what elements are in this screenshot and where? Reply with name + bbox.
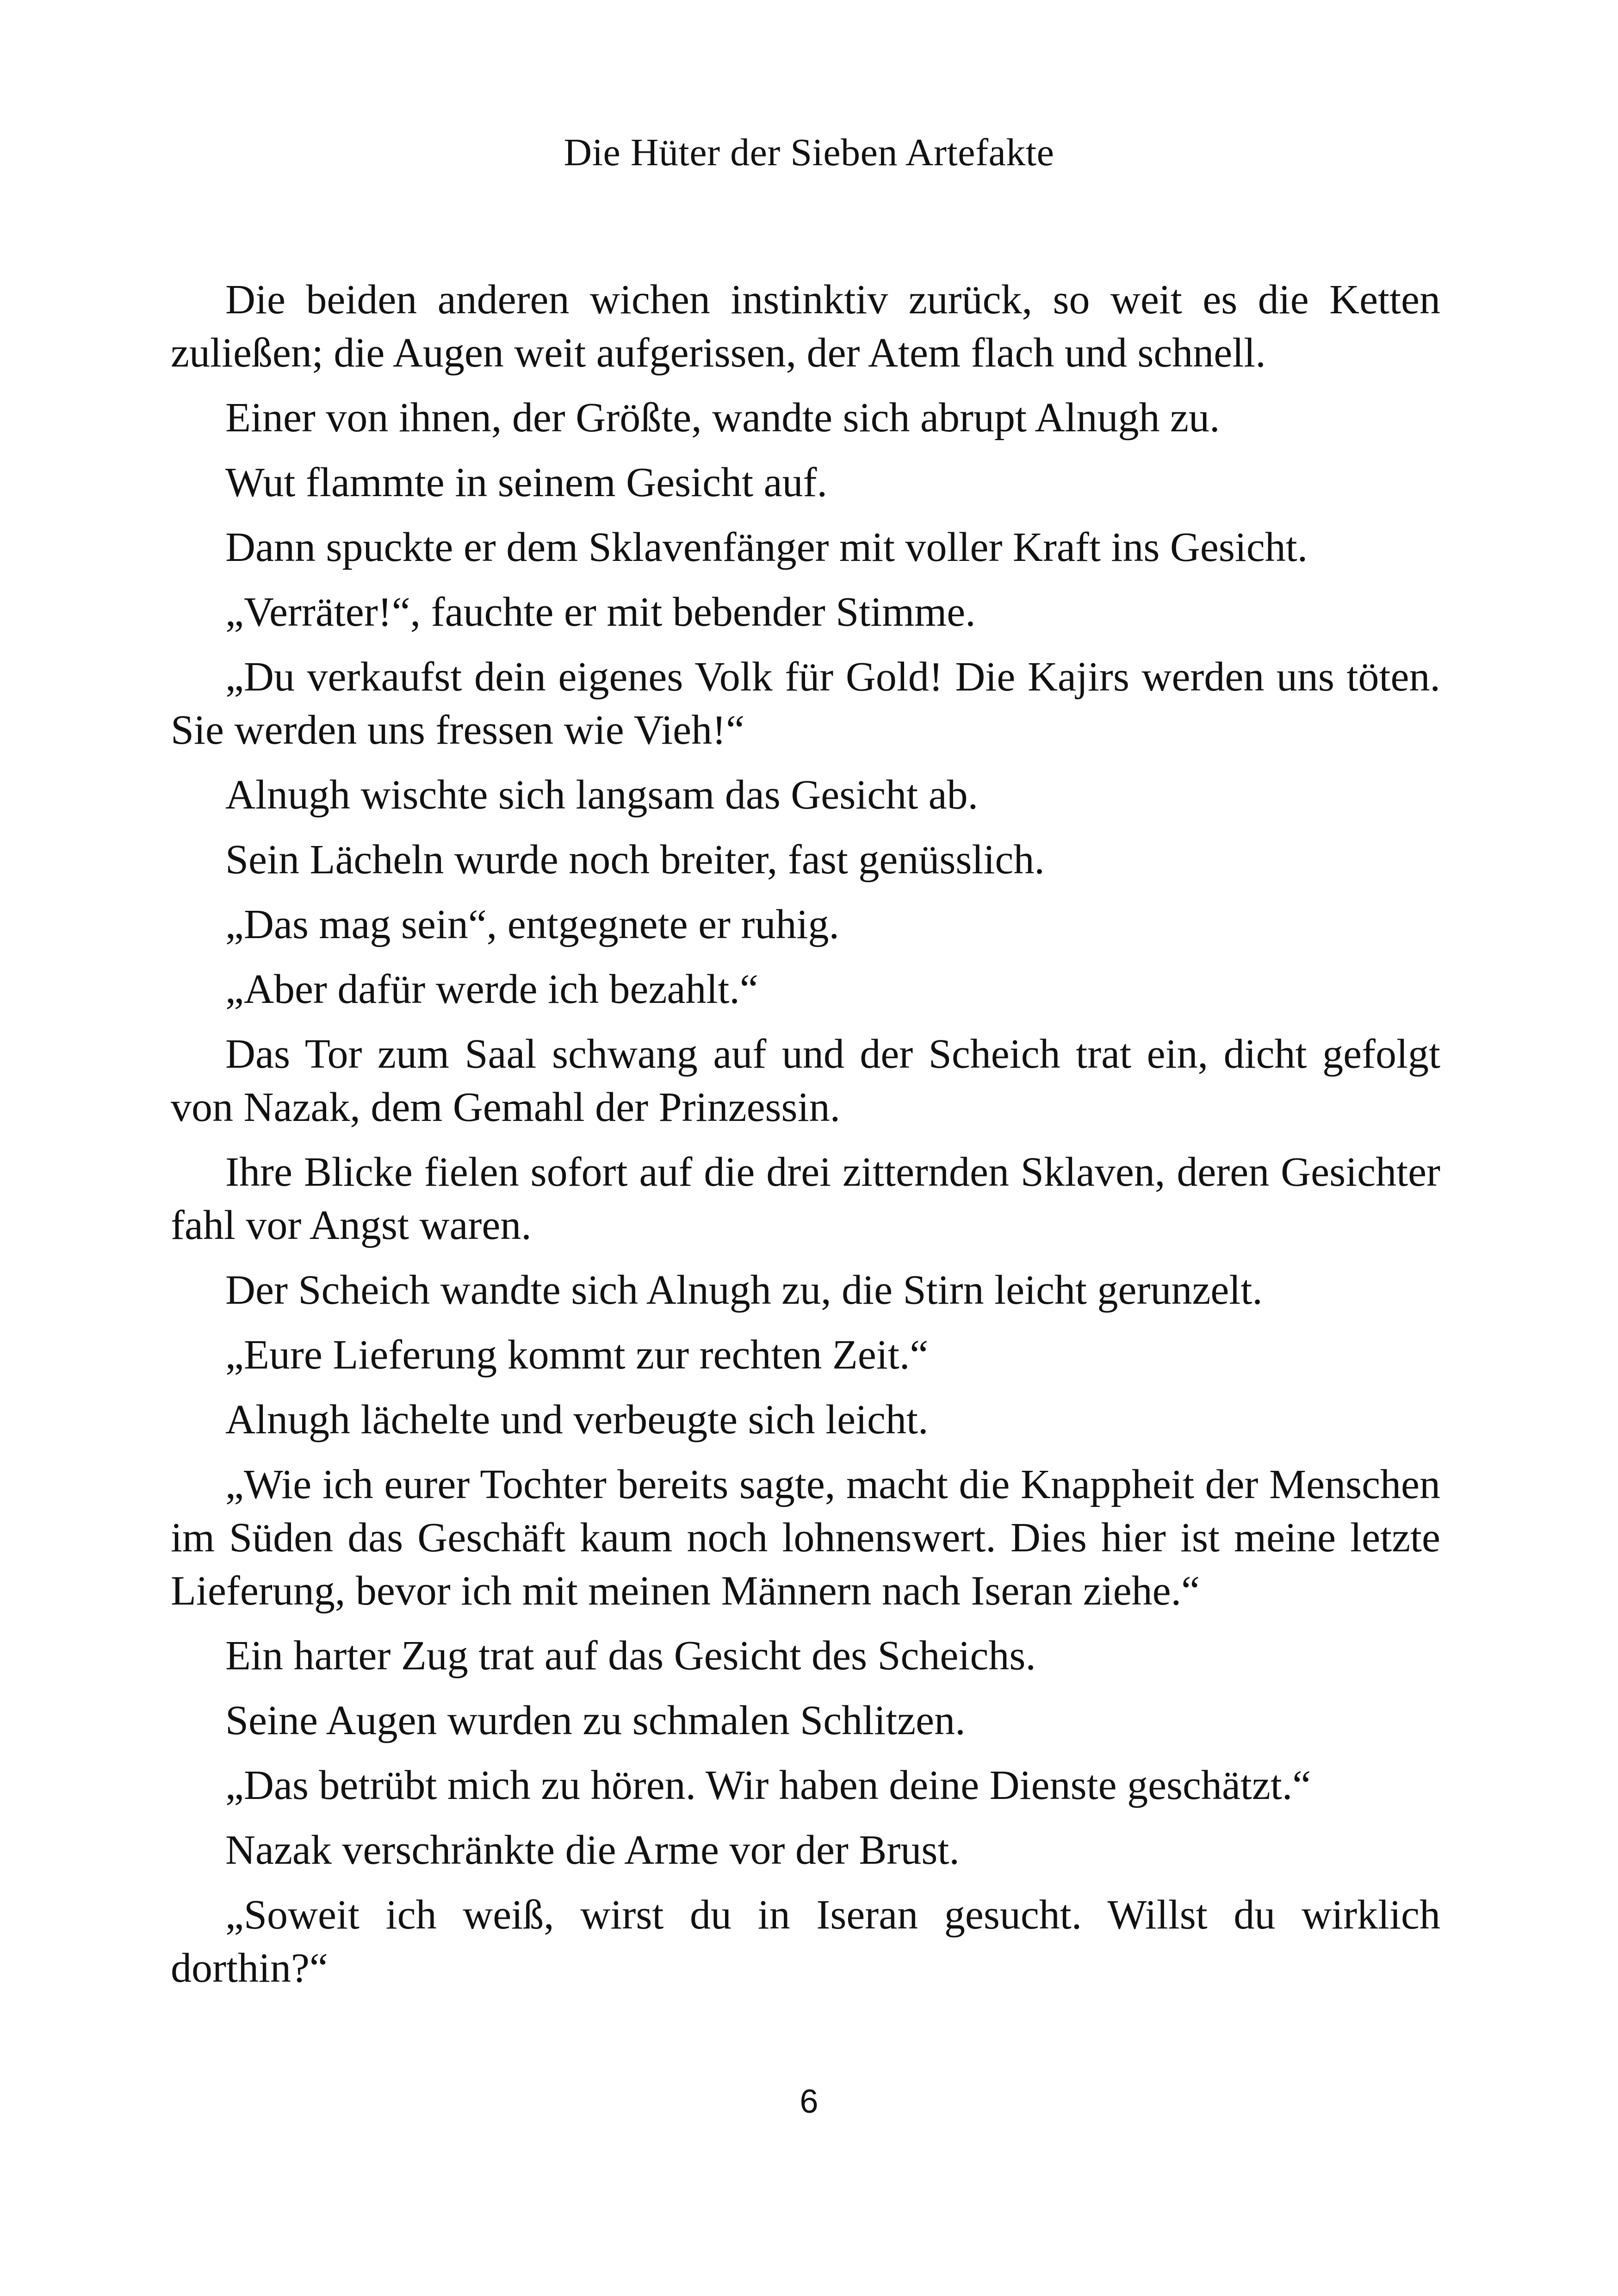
- paragraph: Sein Lächeln wurde noch breiter, fast genüsslich.: [225, 837, 1045, 883]
- paragraph: Seine Augen wurden zu schmalen Schlitzen.: [225, 1698, 966, 1743]
- paragraph: „Das mag sein“, entgegnete er ruhig.: [225, 902, 839, 947]
- paragraph: „Eure Lieferung kommt zur rechten Zeit.“: [225, 1332, 929, 1378]
- paragraph: „Soweit ich weiß, wirst du in Iseran gesucht. Willst du wirklich dorthin?“: [171, 1892, 1440, 1991]
- paragraph: Alnugh lächelte und verbeugte sich leicht.: [225, 1397, 929, 1443]
- body-text: [171, 273, 1440, 2006]
- paragraph: Ihre Blicke fielen sofort auf die drei zitternden Sklaven, deren Gesichter fahl vor Angst waren.: [171, 1149, 1440, 1248]
- paragraph: „Du verkaufst dein eigenes Volk für Gold! Die Kajirs werden uns töten. Sie werden uns fressen wie Vieh!“: [171, 654, 1440, 753]
- paragraph: Dann spuckte er dem Sklavenfänger mit voller Kraft ins Gesicht.: [225, 524, 1308, 570]
- page-number: 6: [800, 2083, 818, 2120]
- paragraph: Ein harter Zug trat auf das Gesicht des Scheichs.: [225, 1633, 1036, 1679]
- running-header: Die Hüter der Sieben Artefakte: [564, 131, 1054, 174]
- paragraph: Das Tor zum Saal schwang auf und der Scheich trat ein, dicht gefolgt von Nazak, dem Gemahl der Prinzessin.: [171, 1031, 1440, 1130]
- paragraph: Der Scheich wandte sich Alnugh zu, die Stirn leicht gerunzelt.: [225, 1267, 1263, 1313]
- paragraph: Wut flammte in seinem Gesicht auf.: [225, 460, 828, 505]
- paragraph: „Das betrübt mich zu hören. Wir haben deine Dienste geschätzt.“: [225, 1762, 1311, 1808]
- paragraph: „Aber dafür werde ich bezahlt.“: [225, 966, 758, 1012]
- paragraph: „Verräter!“, fauchte er mit bebender Stimme.: [225, 589, 976, 635]
- paragraph: Alnugh wischte sich langsam das Gesicht ab.: [225, 772, 979, 818]
- paragraph: Die beiden anderen wichen instinktiv zurück, so weit es die Ketten zuließen; die Augen weit aufgerissen, der Atem flach und schnell.: [171, 277, 1440, 376]
- paragraph: Einer von ihnen, der Größte, wandte sich abrupt Alnugh zu.: [225, 395, 1220, 441]
- paragraph: Nazak verschränkte die Arme vor der Brust.: [225, 1827, 960, 1873]
- paragraph: „Wie ich eurer Tochter bereits sagte, macht die Knappheit der Menschen im Süden das Geschäft kaum noch lohnenswert. Dies hier ist meine letzte Lieferung, bevor ich mit meinen Männern nach Iseran ziehe.“: [171, 1462, 1440, 1614]
